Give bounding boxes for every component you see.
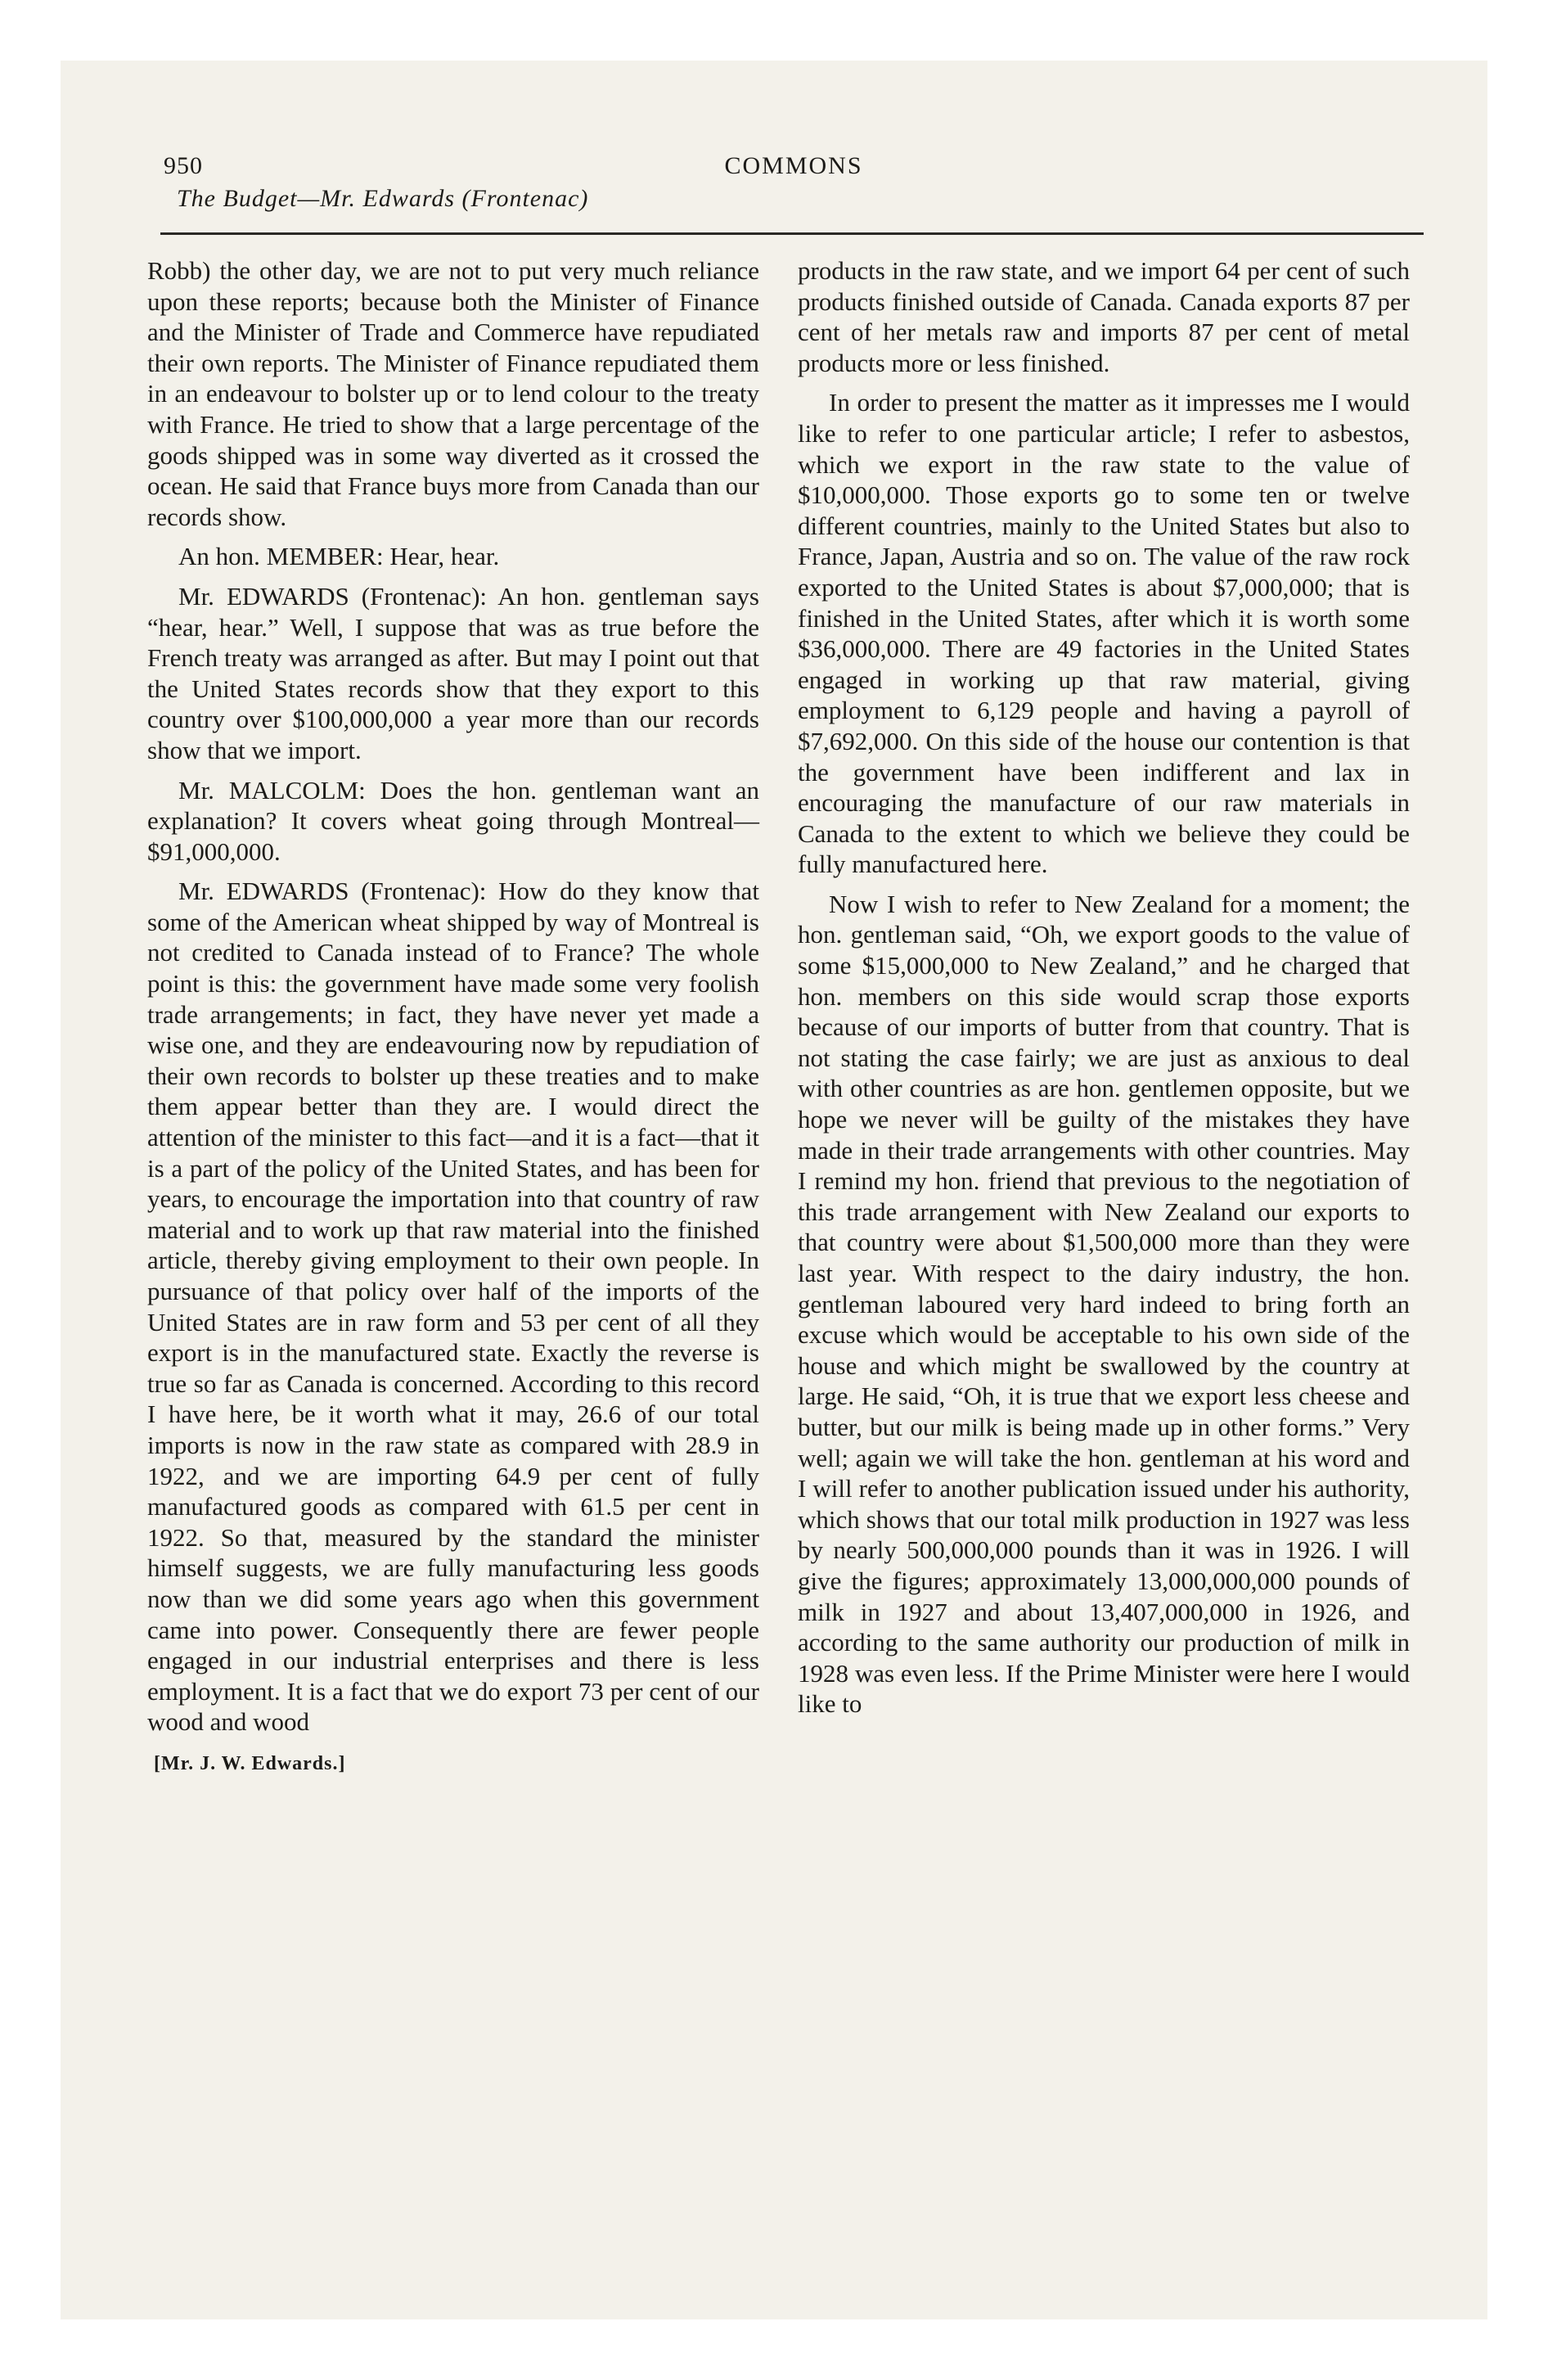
speaker-signature: [Mr. J. W. Edwards.]: [154, 1752, 346, 1774]
left-column: [147, 255, 759, 1780]
paragraph: Mr. EDWARDS (Frontenac): How do they know that some of the American wheat shipped by way of Montreal is not credited to Canada instead of to France? The whole point is this: the government have made some very foolish trade arrangements; in fact, they have never yet made a wise one, and they are endeavouring now by repudiation of their own records to bolster up these treaties and to make them appear better than they are. I would direct the attention of the minister to this fact—and it is a fact—that it is a part of the policy of the United States, and has been for years, to encourage the importation into that country of raw material and to work up that raw material into the finished article, thereby giving employment to their own people. In pursuance of that policy over half of the imports of the United States are in raw form and 53 per cent of all they export is in the manufactured state. Exactly the reverse is true so far as Canada is concerned. According to this record I have here, be it worth what it may, 26.6 of our total imports is now in the raw state as compared with 28.9 in 1922, and we are importing 64.9 per cent of fully manufactured goods as compared with 61.5 per cent in 1922. So that, measured by the standard the minister himself suggests, we are fully manufacturing less goods now than we did some years ago when this government came into power. Consequently there are fewer people engaged in our industrial enterprises and there is less employment. It is a fact that we do export 73 per cent of our wood and wood: [147, 877, 759, 1737]
running-title: COMMONS: [724, 152, 863, 179]
paragraph: Mr. EDWARDS (Frontenac): An hon. gentleman says “hear, hear.” Well, I suppose that was as true before the French treaty was arranged as after. But may I point out that the United States records show that they export to this country over $100,000,000 a year more than our records show that we import.: [147, 581, 759, 764]
page-header: [164, 152, 1424, 226]
paragraph: Mr. MALCOLM: Does the hon. gentleman want an explanation? It covers wheat going through Montreal—$91,000,000.: [147, 775, 759, 866]
section-subhead: The Budget—Mr. Edwards (Frontenac): [177, 185, 589, 212]
paragraph: An hon. MEMBER: Hear, hear.: [178, 542, 500, 571]
paragraph: products in the raw state, and we import 64 per cent of such products finished outside of Canada. Canada exports 87 per cent of her metals raw and imports 87 per cent of metal products more or less finished.: [798, 256, 1410, 377]
paragraph: In order to present the matter as it impresses me I would like to refer to one particular article; I refer to asbestos, which we export in the raw state to the value of $10,000,000. Those exports go to some ten or twelve different countries, mainly to the United States but also to France, Japan, Austria and so on. The value of the raw rock exported to the United States is about $7,000,000; that is finished in the United States, after which it is worth some $36,000,000. There are 49 factories in the United States engaged in working up that raw material, giving employment to 6,129 people and having a payroll of $7,692,000. On this side of the house our contention is that the government have been indifferent and lax in encouraging the manufacture of our raw materials in Canada to the extent to which we believe they could be fully manufactured here.: [798, 388, 1410, 879]
paragraph: Now I wish to refer to New Zealand for a moment; the hon. gentleman said, “Oh, we export goods to the value of some $15,000,000 to New Zealand,” and he charged that hon. members on this side would scrap those exports because of our imports of butter from that country. That is not stating the case fairly; we are just as anxious to deal with other countries as are hon. gentlemen opposite, but we hope we never will be guilty of the mistakes they have made in their trade arrangements with other countries. May I remind my hon. friend that previous to the negotiation of this trade arrangement with New Zealand our exports to that country were about $1,500,000 more than they were last year. With respect to the dairy industry, the hon. gentleman laboured very hard indeed to bring forth an excuse which would be acceptable to his own side of the house and which might be swallowed by the country at large. He said, “Oh, it is true that we export less cheese and butter, but our milk is being made up in other forms.” Very well; again we will take the hon. gentleman at his word and I will refer to another publication issued under his authority, which shows that our total milk production in 1927 was less by nearly 500,000,000 pounds than it was in 1926. I will give the figures; approximately 13,000,000,000 pounds of milk in 1927 and about 13,407,000,000 in 1926, and according to the same authority our production of milk in 1928 was even less. If the Prime Minister were here I would like to: [798, 889, 1410, 1719]
header-rule: [160, 232, 1424, 235]
page-number: 950: [164, 152, 203, 179]
paragraph: Robb) the other day, we are not to put very much reliance upon these reports; because both the Minister of Finance and the Minister of Trade and Commerce have repudiated their own reports. The Minister of Finance repudiated them in an endeavour to bolster up or to lend colour to the treaty with France. He tried to show that a large percentage of the goods shipped was in some way diverted as it crossed the ocean. He said that France buys more from Canada than our records show.: [147, 256, 759, 531]
right-column: [798, 255, 1410, 1729]
